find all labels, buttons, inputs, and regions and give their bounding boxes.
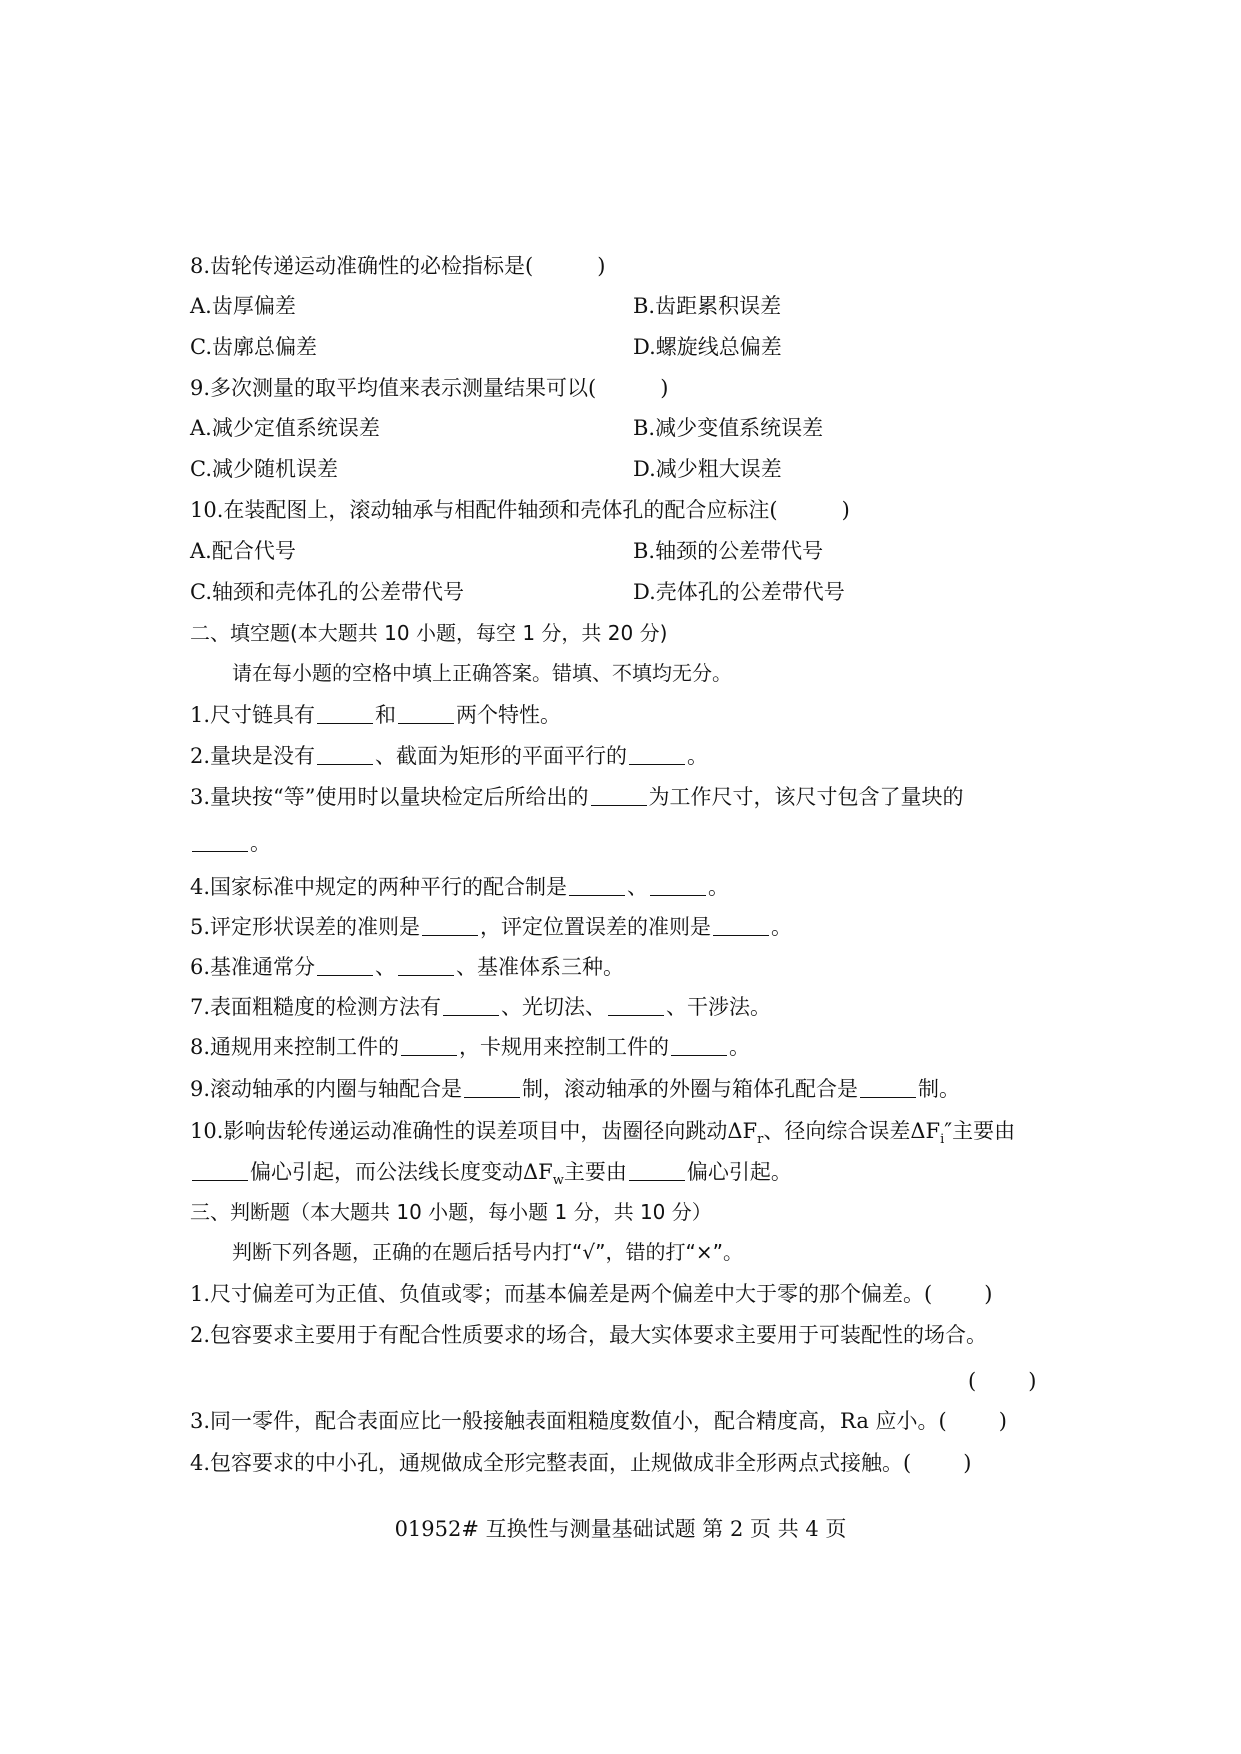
mcq-9-option-b: B.减少变值系统误差 [633,416,824,440]
answer-blank [713,915,769,936]
fill-q4: 4.国家标准中规定的两种平行的配合制是 、 。 [190,875,730,899]
mcq-8-stem: 8.齿轮传递运动准确性的必检指标是( ) [190,254,606,278]
mcq-8-option-d: D.螺旋线总偏差 [633,335,782,359]
answer-blank [317,703,373,724]
answer-blank [608,995,664,1016]
judge-q1: 1.尺寸偏差可为正值、负值或零；而基本偏差是两个偏差中大于零的那个偏差。( ) [190,1282,993,1306]
fill-q3-continued: 。 [190,829,271,857]
mcq-8-option-b: B.齿距累积误差 [633,294,782,318]
answer-blank [401,1035,457,1056]
mcq-10-option-c: C.轴颈和壳体孔的公差带代号 [190,580,464,604]
mcq-10-option-b: B.轴颈的公差带代号 [633,539,824,563]
answer-blank [443,995,499,1016]
answer-blank [192,1160,248,1181]
fill-section-instruction: 请在每小题的空格中填上正确答案。错填、不填均无分。 [232,661,732,685]
mcq-9-option-a: A.减少定值系统误差 [190,416,380,440]
fill-q10-continued: 偏心引起，而公法线长度变动$\Delta F_w$主要由 偏心引起。 [190,1158,792,1195]
answer-blank [591,785,647,806]
answer-blank [192,831,248,852]
fill-q7: 7.表面粗糙度的检测方法有 、光切法、 、干涉法。 [190,995,772,1019]
mcq-9-option-c: C.减少随机误差 [190,457,338,481]
fill-q3: 3.量块按“等”使用时以量块检定后所给出的 为工作尺寸，该尺寸包含了量块的 [190,785,964,809]
judge-section-heading: 三、判断题（本大题共 10 小题，每小题 1 分，共 10 分） [190,1200,712,1224]
answer-blank [422,915,478,936]
answer-blank [569,875,625,896]
judge-q2: 2.包容要求主要用于有配合性质要求的场合，最大实体要求主要用于可装配性的场合。 [190,1323,988,1347]
answer-blank [317,744,373,765]
page-footer: 01952# 互换性与测量基础试题 第 2 页 共 4 页 [394,1517,847,1541]
answer-blank [629,744,685,765]
answer-blank [860,1077,916,1098]
judge-q4: 4.包容要求的中小孔，通规做成全形完整表面，止规做成非全形两点式接触。( ) [190,1451,972,1475]
answer-blank [650,875,706,896]
fill-q1: 1.尺寸链具有 和 两个特性。 [190,703,562,727]
fill-q6: 6.基准通常分 、 、基准体系三种。 [190,955,625,979]
judge-q3: 3.同一零件，配合表面应比一般接触表面粗糙度数值小，配合精度高，Ra 应小。( ) [190,1409,1007,1433]
answer-blank [464,1077,520,1098]
fill-q5: 5.评定形状误差的准则是 ，评定位置误差的准则是 。 [190,915,793,939]
fill-q8: 8.通规用来控制工件的 ，卡规用来控制工件的 。 [190,1035,751,1059]
judge-section-instruction: 判断下列各题，正确的在题后括号内打“√”，错的打“×”。 [232,1240,743,1264]
mcq-10-stem: 10.在装配图上，滚动轴承与相配件轴颈和壳体孔的配合应标注( ) [190,498,850,522]
mcq-8-option-a: A.齿厚偏差 [190,294,296,318]
mcq-10-option-d: D.壳体孔的公差带代号 [633,580,845,604]
mcq-10-option-a: A.配合代号 [190,539,296,563]
fill-section-heading: 二、填空题(本大题共 10 小题，每空 1 分，共 20 分) [190,621,668,645]
mcq-9-stem: 9.多次测量的取平均值来表示测量结果可以( ) [190,376,669,400]
fill-q10: 10.影响齿轮传递运动准确性的误差项目中，齿圈径向跳动$\Delta F_r$、径向综合误差$\Delta F_i''$主要由 [190,1119,1016,1148]
fill-q9: 9.滚动轴承的内圈与轴配合是 制，滚动轴承的外圈与箱体孔配合是 制。 [190,1077,961,1101]
mcq-9-option-d: D.减少粗大误差 [633,457,782,481]
answer-blank [317,955,373,976]
answer-blank [398,703,454,724]
answer-blank [629,1160,685,1181]
mcq-8-option-c: C.齿廓总偏差 [190,335,317,359]
answer-blank [398,955,454,976]
judge-q2-parens: ( ) [968,1369,1037,1393]
fill-q2: 2.量块是没有 、截面为矩形的平面平行的 。 [190,744,709,768]
answer-blank [671,1035,727,1056]
